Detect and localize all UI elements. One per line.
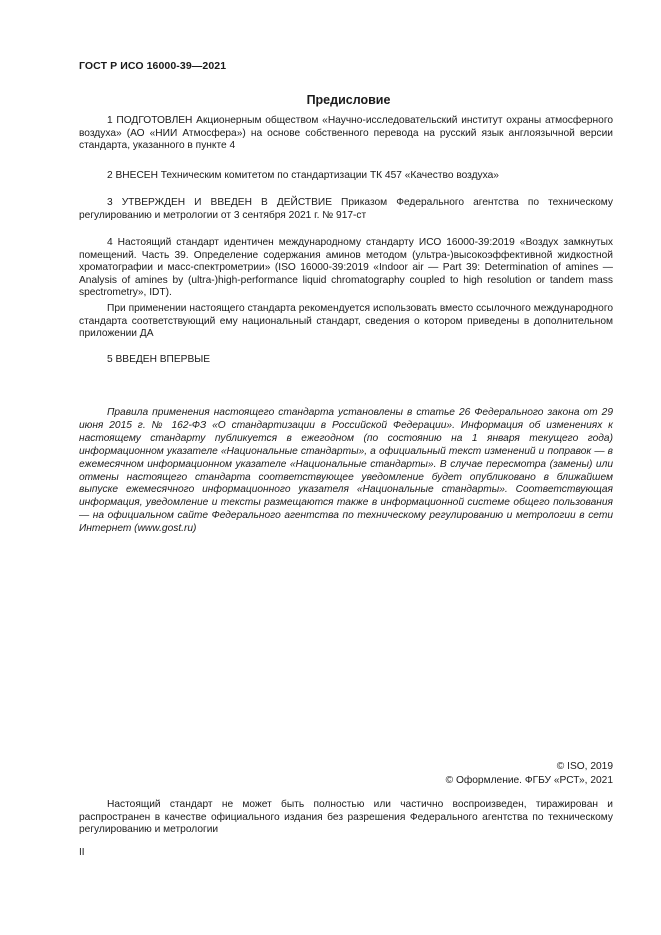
paragraph-introduced-by: 2 ВНЕСЕН Техническим комитетом по стандартизации ТК 457 «Качество воздуха» — [107, 170, 499, 181]
paragraph-identical-standard: 4 Настоящий стандарт идентичен международному стандарту ИСО 16000-39:2019 «Воздух замкнутых помещений. Часть 39. Определение содержания аминов методом (ультра-)высокоэффективной жидкостной хроматографии и масс-спектрометрии» (ISO 16000-39:2019 «Indoor air — Part 39: Determination of amines — Analysis of amines by (ultra-)high-performance liquid chromatography coupled to high resolution or tandem mass spectrometry», IDT). — [79, 237, 613, 299]
copyright-design: © Оформление. ФГБУ «РСТ», 2021 — [445, 775, 613, 786]
standard-code: ГОСТ Р ИСО 16000-39—2021 — [79, 60, 227, 72]
reproduction-notice: Настоящий стандарт не может быть полностью или частично воспроизведен, тиражирован и распространен в качестве официального издания без разрешения Федерального агентства по техническому регулированию и метрологии — [79, 799, 613, 836]
paragraph-prepared-by: 1 ПОДГОТОВЛЕН Акционерным обществом «Научно-исследовательский институт охраны атмосферного воздуха» (АО «НИИ Атмосфера») на основе собственного перевода на русский язык англоязычной версии стандарта, указанного в пункте 4 — [79, 115, 613, 152]
paragraph-approved: 3 УТВЕРЖДЕН И ВВЕДЕН В ДЕЙСТВИЕ Приказом Федерального агентства по техническому регулированию и метрологии от 3 сентября 2021 г. № 917-ст — [79, 197, 613, 221]
application-rules-notice: Правила применения настоящего стандарта установлены в статье 26 Федерального закона от 29 июня 2015 г. № 162-ФЗ «О стандартизации в Российской Федерации». Информация об изменениях к настоящему стандарту публикуется в ежегодном (по состоянию на 1 января текущего года) информационном указателе «Национальные стандарты», а официальный текст изменений и поправок — в ежемесячном информационном указателе «Национальные стандарты». В случае пересмотра (замены) или отмены настоящего стандарта соответствующее уведомление будет опубликовано в ближайшем выпуске ежемесячного информационного указателя «Национальные стандарты». Соответствующая информация, уведомление и тексты размещаются также в информационной системе общего пользования — на официальном сайте Федерального агентства по техническому регулированию и метрологии в сети Интернет (www.gost.ru) — [79, 407, 613, 535]
section-title — [0, 93, 661, 107]
paragraph-first-introduced: 5 ВВЕДЕН ВПЕРВЫЕ — [107, 354, 211, 365]
paragraph-national-standard-note: При применении настоящего стандарта рекомендуется использовать вместо ссылочного международного стандарта соответствующий ему национальный стандарт, сведения о котором приведены в дополнительном приложении ДА — [79, 303, 613, 340]
page-number: II — [79, 847, 85, 858]
section-title-text: Предисловие — [306, 93, 391, 107]
copyright-iso: © ISO, 2019 — [556, 761, 613, 772]
